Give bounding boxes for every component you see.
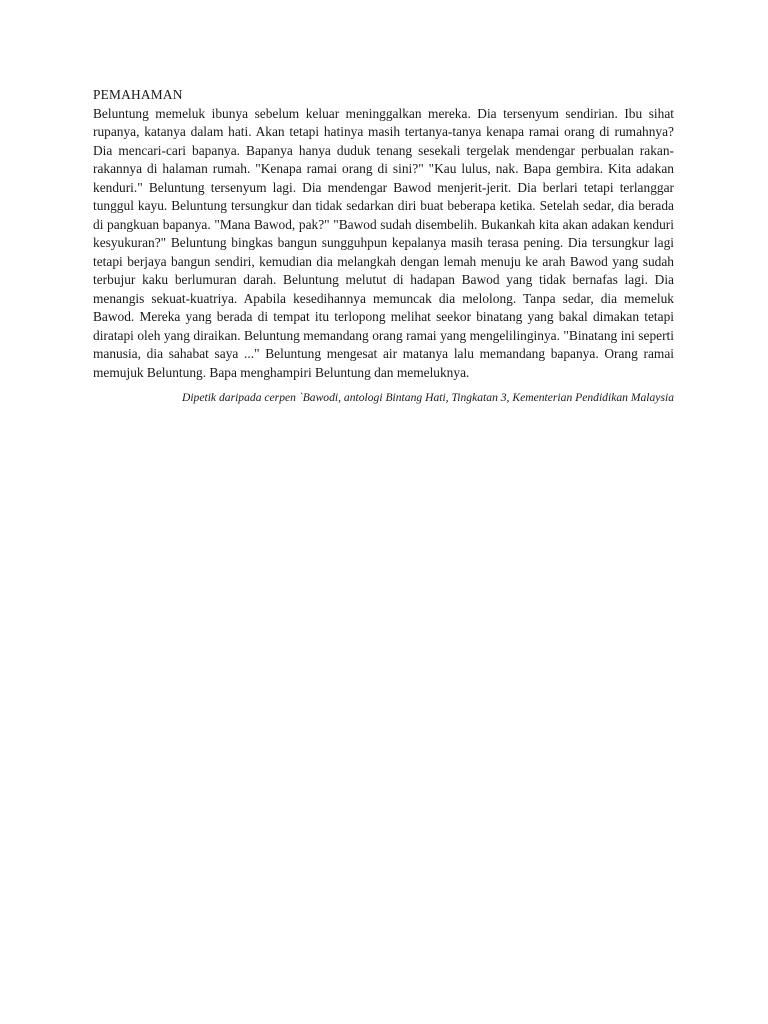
section-heading: PEMAHAMAN (93, 87, 183, 102)
source-citation: Dipetik daripada cerpen `Bawodi, antologi Bintang Hati, Tingkatan 3, Kementerian Pendidikan Malaysia (181, 391, 674, 404)
document-content (93, 86, 674, 406)
passage-text: Beluntung memeluk ibunya sebelum keluar meninggalkan mereka. Dia tersenyum sendirian. Ibu sihat rupanya, katanya dalam hati. Akan tetapi hatinya masih tertanya-tanya kenapa ramai orang di rumahnya? Dia mencari-cari bapanya. Bapanya hanya duduk tenang sesekali tergelak mendengar perbualan rakan-rakannya di halaman rumah. "Kenapa ramai orang di sini?" "Kau lulus, nak. Bapa gembira. Kita adakan kenduri." Beluntung tersenyum lagi. Dia mendengar Bawod menjerit-jerit. Dia berlari tetapi terlanggar tunggul kayu. Beluntung tersungkur dan tidak sedarkan diri buat beberapa ketika. Setelah sedar, dia berada di pangkuan bapanya. "Mana Bawod, pak?" "Bawod sudah disembelih. Bukankah kita akan adakan kenduri kesyukuran?" Beluntung bingkas bangun sungguhpun kepalanya masih terasa pening. Dia tersungkur lagi tetapi berjaya bangun sendiri, kemudian dia melangkah dengan lemah menuju ke arah Bawod yang sudah terbujur kaku berlumuran darah. Beluntung melutut di hadapan Bawod yang tidak bernafas lagi. Dia menangis sekuat-kuatriya. Apabila kesedihannya memuncak dia melolong. Tanpa sedar, dia memeluk Bawod. Mereka yang berada di tempat itu terlopong melihat seekor binatang yang bakal dimakan tetapi diratapi oleh yang diraikan. Beluntung memandang orang ramai yang mengelilinginya. "Binatang ini seperti manusia, dia sahabat saya ..." Beluntung mengesat air matanya lalu memandang bapanya. Orang ramai memujuk Beluntung. Bapa menghampiri Beluntung dan memeluknya. (93, 105, 674, 380)
